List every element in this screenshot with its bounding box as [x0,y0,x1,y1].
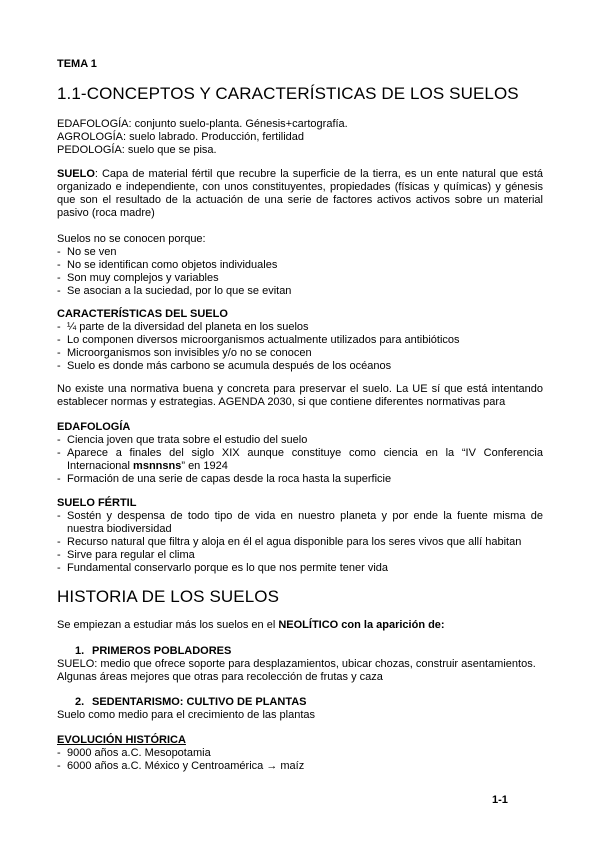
list-item: - Microorganismos son invisibles y/o no se conocen [57,347,543,360]
normativa-paragraph: No existe una normativa buena y concreta para preservar el suelo. La UE sí que está intentando establecer normas y estrategias. AGENDA 2030, si que contiene diferentes normativas para [57,383,543,408]
edafologia-heading: EDAFOLOGÍA [57,421,131,433]
point-title: SEDENTARISMO: CULTIVO DE PLANTAS [92,696,307,708]
list-item: - No se identifican como objetos individuales [57,259,543,272]
conference-name: msnnsns [133,460,182,472]
page-title: 1.1-CONCEPTOS Y CARACTERÍSTICAS DE LOS SUELOS [57,84,519,103]
unknown-list [57,246,543,298]
list-item-text: ” en 1924 [181,460,228,472]
caracteristicas-section [57,308,543,373]
definition-agrologia: AGROLOGÍA: suelo labrado. Producción, fertilidad [57,131,305,143]
list-item: - Recurso natural que filtra y aloja en él el agua disponible para los seres vivos que allí habitan [57,536,543,549]
section-title-historia: HISTORIA DE LOS SUELOS [57,587,280,606]
fertil-heading: SUELO FÉRTIL [57,497,137,509]
historia-intro [57,619,543,632]
list-item-text: Aparece a finales del siglo XIX aunque constituye como ciencia en la “IV Conferencia Internacional [67,447,543,472]
suelo-term: SUELO [57,168,95,180]
intro-bold: NEOLÍTICO con la aparición de: [278,619,445,631]
list-item: - Lo componen diversos microorganismos actualmente utilizados para antibióticos [57,334,543,347]
evolucion-list [57,747,543,773]
point-title: PRIMEROS POBLADORES [92,645,232,657]
point-2-heading [57,696,543,709]
unknown-intro: Suelos no se conocen porque: [57,233,206,245]
point-number: 2. [75,696,85,708]
suelo-definition [57,168,543,220]
list-item: - ¼ parte de la diversidad del planeta en los suelos [57,321,543,334]
list-item: - Se asocian a la suciedad, por lo que se evitan [57,285,543,298]
unknown-section [57,233,543,298]
list-item: - No se ven [57,246,543,259]
list-item: - Fundamental conservarlo porque es lo que nos permite tener vida [57,562,543,575]
definition-edafologia: EDAFOLOGÍA: conjunto suelo-planta. Génesis+cartografía. [57,118,348,130]
point-1-heading [57,645,543,658]
point-2-text: Suelo como medio para el crecimiento de las plantas [57,709,316,721]
page-number: 1-1 [492,794,508,806]
historia-point-2 [57,696,543,722]
list-item: - Ciencia joven que trata sobre el estudio del suelo [57,434,543,447]
list-item: - 9000 años a.C. Mesopotamia [57,747,543,760]
fertil-list [57,510,543,575]
evolucion-section [57,734,543,773]
caracteristicas-list [57,321,543,373]
list-item: - Suelo es donde más carbono se acumula después de los océanos [57,360,543,373]
list-item: - 6000 años a.C. México y Centroamérica → maíz [57,760,543,773]
point-number: 1. [75,645,85,657]
edafologia-list [57,434,543,486]
caracteristicas-heading: CARACTERÍSTICAS DEL SUELO [57,308,228,320]
edafologia-section [57,421,543,486]
point-1-text: SUELO: medio que ofrece soporte para desplazamientos, ubicar chozas, construir asentamientos. Algunas áreas mejores que otras para recolección de frutas y caza [57,658,536,683]
list-item: - Sirve para regular el clima [57,549,543,562]
tema-label: TEMA 1 [57,58,97,70]
fertil-section [57,497,543,575]
list-item: - Son muy complejos y variables [57,272,543,285]
definition-pedologia: PEDOLOGÍA: suelo que se pisa. [57,144,217,156]
evolucion-heading: EVOLUCIÓN HISTÓRICA [57,734,186,746]
suelo-text: : Capa de material fértil que recubre la superficie de la tierra, es un ente natural que está organizado e independiente, con unos constituyentes, propiedades (físicas y químicas) y génesis que son el resultado de la actuación de una serie de factores activos activos sobre un material pasivo (roca madre) [57,168,543,219]
intro-text: Se empiezan a estudiar más los suelos en el [57,619,279,631]
historia-point-1 [57,645,543,684]
list-item: - Sostén y despensa de todo tipo de vida en nuestro planeta y por ende la fuente misma de nuestra biodiversidad [57,510,543,536]
list-item [57,447,543,473]
definitions-block [57,118,543,157]
list-item: - Formación de una serie de capas desde la roca hasta la superficie [57,473,543,486]
